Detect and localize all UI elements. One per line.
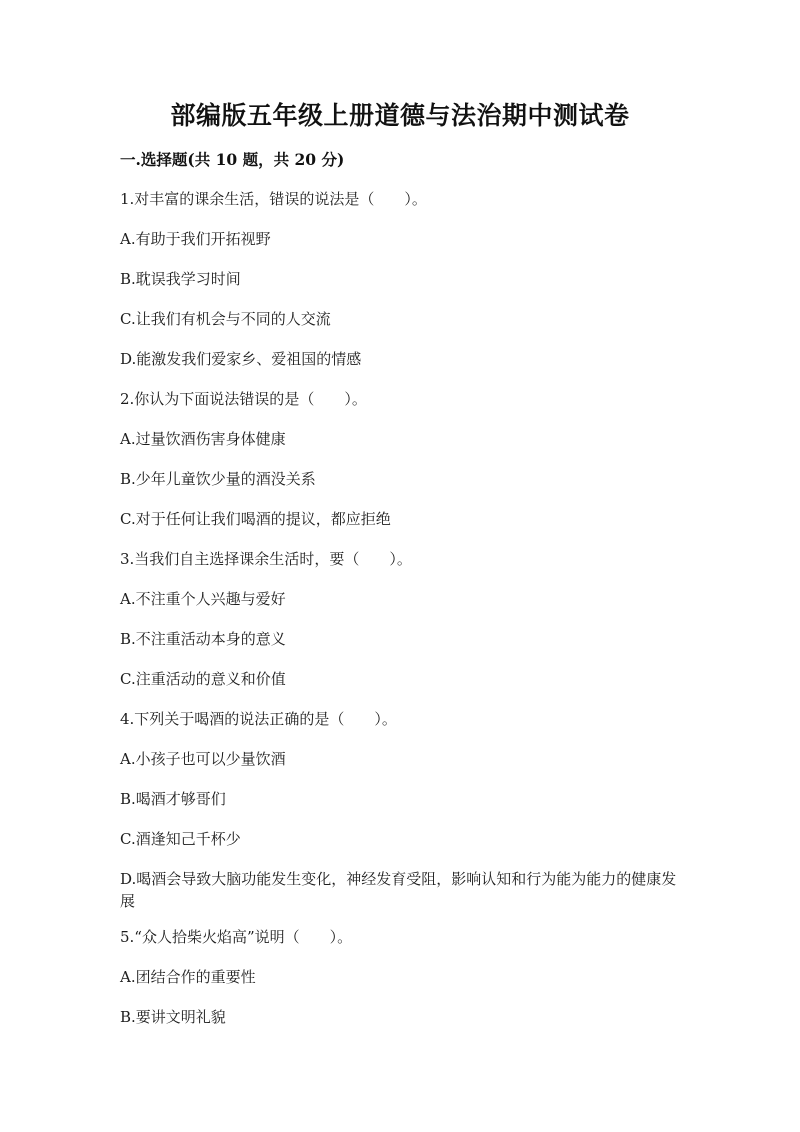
question-list bbox=[120, 188, 680, 1046]
page-title: 部编版五年级上册道德与法治期中测试卷 bbox=[170, 101, 630, 130]
question-3-option-b: B.不注重活动本身的意义 bbox=[120, 630, 286, 648]
question-1-option-d: D.能激发我们爱家乡、爱祖国的情感 bbox=[120, 350, 362, 368]
question-4-option-c: C.酒逢知己千杯少 bbox=[120, 830, 241, 848]
section-heading: 一.选择题(共 10 题，共 20 分) bbox=[120, 150, 345, 169]
question-4-option-d: D.喝酒会导致大脑功能发生变化，神经发育受阻，影响认知和行为能为能力的健康发展 bbox=[120, 870, 677, 910]
question-3-option-a: A.不注重个人兴趣与爱好 bbox=[120, 590, 286, 608]
question-2: 2.你认为下面说法错误的是（ ）。 bbox=[120, 390, 367, 408]
question-4-option-a: A.小孩子也可以少量饮酒 bbox=[120, 750, 286, 768]
question-3-option-c: C.注重活动的意义和价值 bbox=[120, 670, 286, 688]
question-1-option-c: C.让我们有机会与不同的人交流 bbox=[120, 310, 331, 328]
question-5: 5.“众人拾柴火焰高”说明（ ）。 bbox=[120, 928, 353, 946]
question-4-option-b: B.喝酒才够哥们 bbox=[120, 790, 226, 808]
question-5-option-a: A.团结合作的重要性 bbox=[120, 968, 256, 986]
question-1-option-a: A.有助于我们开拓视野 bbox=[120, 230, 271, 248]
question-4: 4.下列关于喝酒的说法正确的是（ ）。 bbox=[120, 710, 397, 728]
question-5-option-b: B.要讲文明礼貌 bbox=[120, 1008, 226, 1026]
question-2-option-b: B.少年儿童饮少量的酒没关系 bbox=[120, 470, 316, 488]
question-2-option-a: A.过量饮酒伤害身体健康 bbox=[120, 430, 286, 448]
question-2-option-c: C.对于任何让我们喝酒的提议，都应拒绝 bbox=[120, 510, 391, 528]
question-1: 1.对丰富的课余生活，错误的说法是（ ）。 bbox=[120, 190, 427, 208]
question-3: 3.当我们自主选择课余生活时，要（ ）。 bbox=[120, 550, 412, 568]
question-1-option-b: B.耽误我学习时间 bbox=[120, 270, 241, 288]
